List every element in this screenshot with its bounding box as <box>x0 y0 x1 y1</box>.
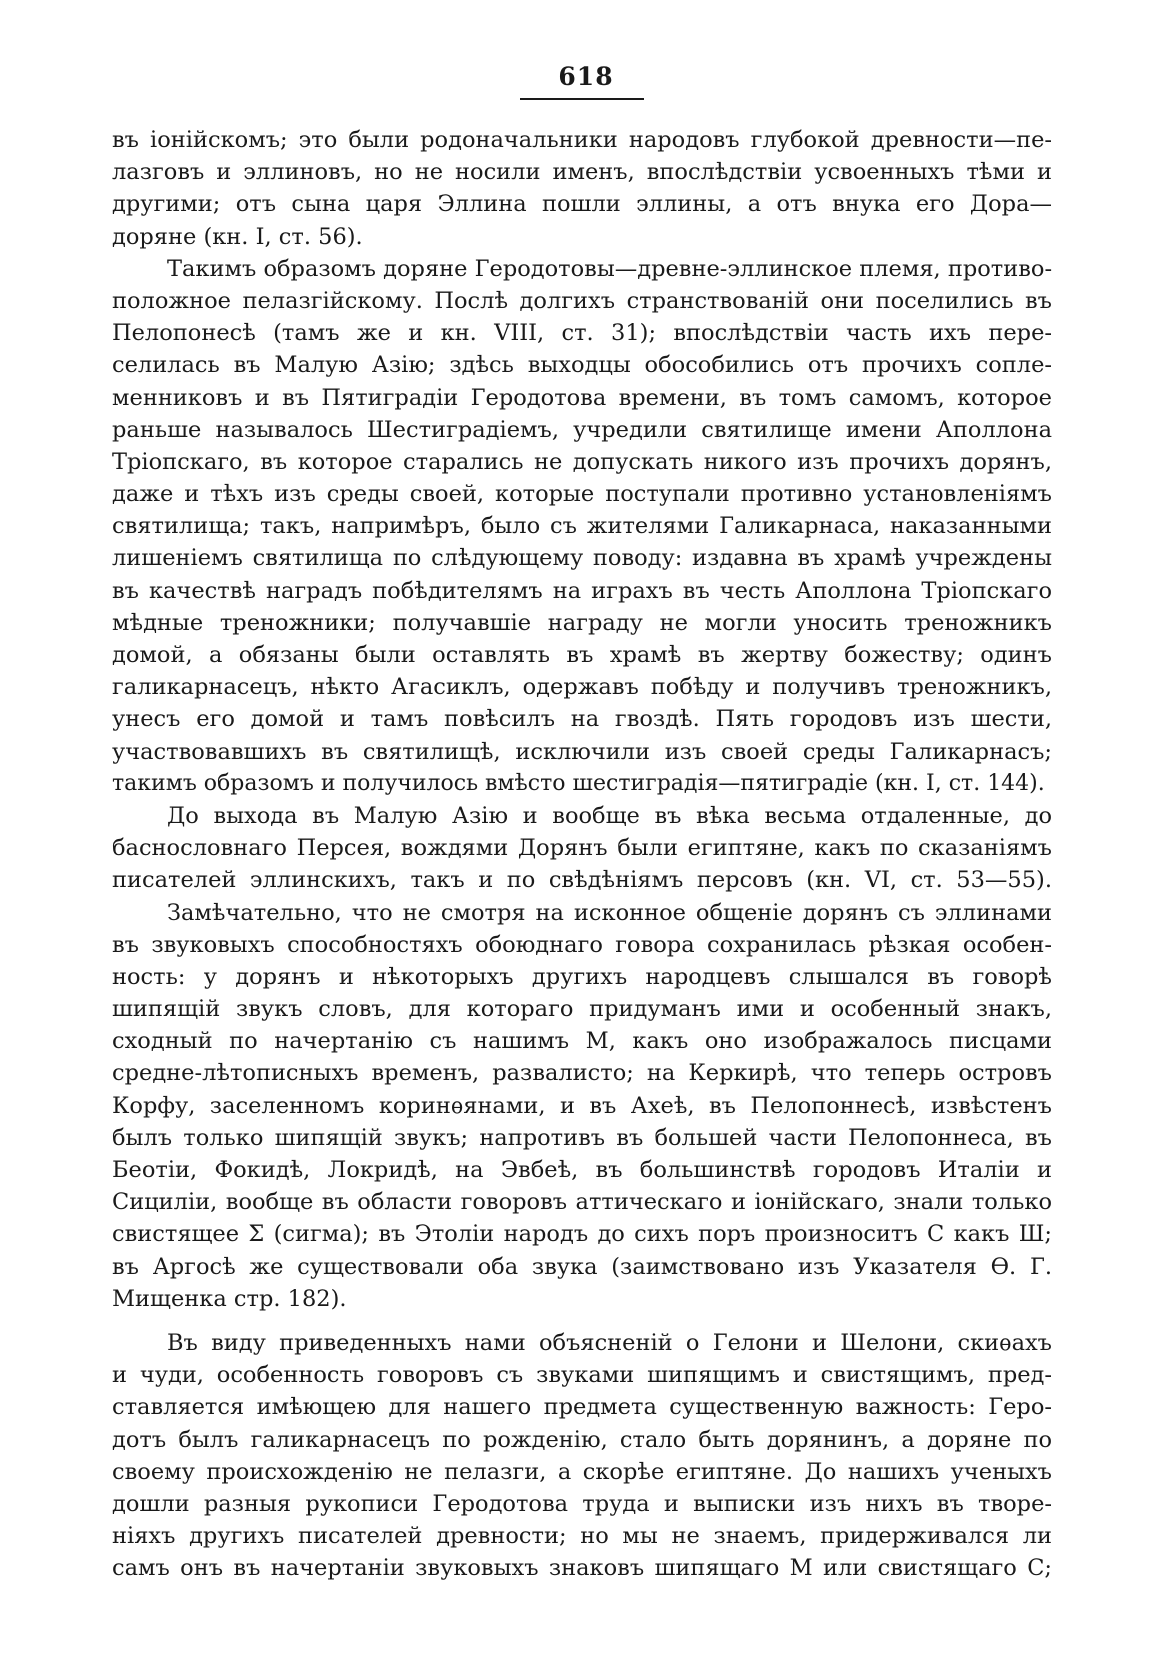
text-line: Беотіи, Фокидѣ, Локридѣ, на Эвбеѣ, въ большинствѣ городовъ Италіи и <box>112 1157 1052 1183</box>
text-line: менниковъ и въ Пятиградіи Геродотова времени, въ томъ самомъ, которое <box>112 384 1052 411</box>
text-line: домой, а обязаны были оставлять въ храмѣ въ жертву божеству; одинъ <box>112 642 1052 668</box>
text-line: въ Аргосѣ же существовали оба звука (заимствовано изъ Указателя Ѳ. Г. <box>112 1253 1052 1280</box>
text-line: положное пелазгійскому. Послѣ долгихъ странствованій они поселились въ <box>112 287 1052 314</box>
text-line: Корфу, заселенномъ коринѳянами, и въ Ахеѣ, въ Пелопоннесѣ, извѣстенъ <box>112 1092 1052 1119</box>
text-line: дошли разныя рукописи Геродотова труда и выписки изъ нихъ въ творе- <box>112 1490 1052 1517</box>
text-line: Мищенка стр. 182). <box>112 1285 347 1312</box>
text-line: Въ виду приведенныхъ нами объясненій о Гелони и Шелони, скиѳахъ <box>167 1329 1052 1356</box>
text-line: лазговъ и эллиновъ, но не носили именъ, впослѣдствіи усвоенныхъ тѣми и <box>112 159 1052 186</box>
text-line: другими; отъ сына царя Эллина пошли эллины, а отъ внука его Дора— <box>112 191 1052 218</box>
text-line: такимъ образомъ и получилось вмѣсто шестиградія—пятиградіе (кн. I, ст. 144). <box>112 770 1045 796</box>
text-line: сходный по начертанію съ нашимъ М, какъ оно изображалось писцами <box>112 1028 1052 1055</box>
text-line: въ іонійскомъ; это были родоначальники народовъ глубокой древности—пе- <box>112 127 1052 153</box>
text-line: ставляется имѣющею для нашего предмета существенную важность: Геро- <box>112 1394 1052 1421</box>
text-line: доряне (кн. I, ст. 56). <box>112 223 363 250</box>
text-line: участвовавшихъ въ святилищѣ, исключили изъ своей среды Галикарнасъ; <box>112 738 1052 765</box>
page-number-rule <box>520 98 644 100</box>
text-line: Пелопонесѣ (тамъ же и кн. VIII, ст. 31); впослѣдствіи часть ихъ пере- <box>112 320 1052 347</box>
text-line: святилища; такъ, напримѣръ, было съ жителями Галикарнаса, наказанными <box>112 513 1052 540</box>
text-line: даже и тѣхъ изъ среды своей, которые поступали противно установленіямъ <box>112 481 1052 508</box>
text-line: въ звуковыхъ способностяхъ обоюднаго говора сохранилась рѣзкая особен- <box>112 931 1052 958</box>
text-line: селилась въ Малую Азію; здѣсь выходцы обособились отъ прочихъ сопле- <box>112 352 1052 379</box>
text-line: самъ онъ въ начертаніи звуковыхъ знаковъ шипящаго М или свистящаго С; <box>112 1555 1052 1582</box>
text-line: своему происхожденію не пелазги, а скорѣе египтяне. До нашихъ ученыхъ <box>112 1458 1052 1485</box>
text-line: дотъ былъ галикарнасецъ по рожденію, стало быть дорянинъ, а доряне по <box>112 1426 1052 1453</box>
text-line: ніяхъ другихъ писателей древности; но мы не знаемъ, придерживался ли <box>112 1523 1052 1550</box>
text-line: лишеніемъ святилища по слѣдующему поводу: издавна въ храмѣ учреждены <box>112 545 1052 572</box>
text-line: Тріопскаго, въ которое старались не допускать никого изъ прочихъ дорянъ, <box>112 448 1052 475</box>
text-line: Такимъ образомъ доряне Геродотовы—древне-эллинское племя, противо- <box>167 255 1052 282</box>
text-line: унесъ его домой и тамъ повѣсилъ на гвоздѣ. Пять городовъ изъ шести, <box>112 706 1052 733</box>
text-line: свистящее Σ (сигма); въ Этоліи народъ до сихъ поръ произноситъ С какъ Ш; <box>112 1221 1052 1248</box>
text-line: и чуди, особенность говоровъ съ звуками шипящимъ и свистящимъ, пред- <box>112 1362 1052 1389</box>
text-line: Сициліи, вообще въ области говоровъ аттическаго и іонійскаго, знали только <box>112 1189 1052 1216</box>
text-line: въ качествѣ наградъ побѣдителямъ на играхъ въ честь Аполлона Тріопскаго <box>112 577 1052 604</box>
text-line: раньше называлось Шестиградіемъ, учредили святилище имени Аполлона <box>112 416 1052 443</box>
text-line: шипящій звукъ словъ, для котораго придуманъ ими и особенный знакъ, <box>112 996 1052 1023</box>
text-line: былъ только шипящій звукъ; напротивъ въ большей части Пелопоннеса, въ <box>112 1124 1052 1151</box>
text-line: галикарнасецъ, нѣкто Агасиклъ, одержавъ побѣду и получивъ треножникъ, <box>112 674 1052 701</box>
page-number: 618 <box>558 62 614 91</box>
text-line: баснословнаго Персея, вождями Дорянъ были египтяне, какъ по сказаніямъ <box>112 835 1052 862</box>
text-line: писателей эллинскихъ, такъ и по свѣдѣніямъ персовъ (кн. VI, ст. 53—55). <box>112 867 1052 894</box>
body-text <box>112 124 1052 1584</box>
text-line: мѣдные треножники; получавшіе награду не могли уносить треножникъ <box>112 609 1052 636</box>
text-line: Замѣчательно, что не смотря на исконное общеніе дорянъ съ эллинами <box>167 899 1052 926</box>
text-line: средне-лѣтописныхъ временъ, развалисто; на Керкирѣ, что теперь островъ <box>112 1060 1052 1087</box>
text-line: До выхода въ Малую Азію и вообще въ вѣка весьма отдаленные, до <box>167 802 1052 829</box>
text-line: ность: у дорянъ и нѣкоторыхъ другихъ народцевъ слышался въ говорѣ <box>112 963 1052 990</box>
